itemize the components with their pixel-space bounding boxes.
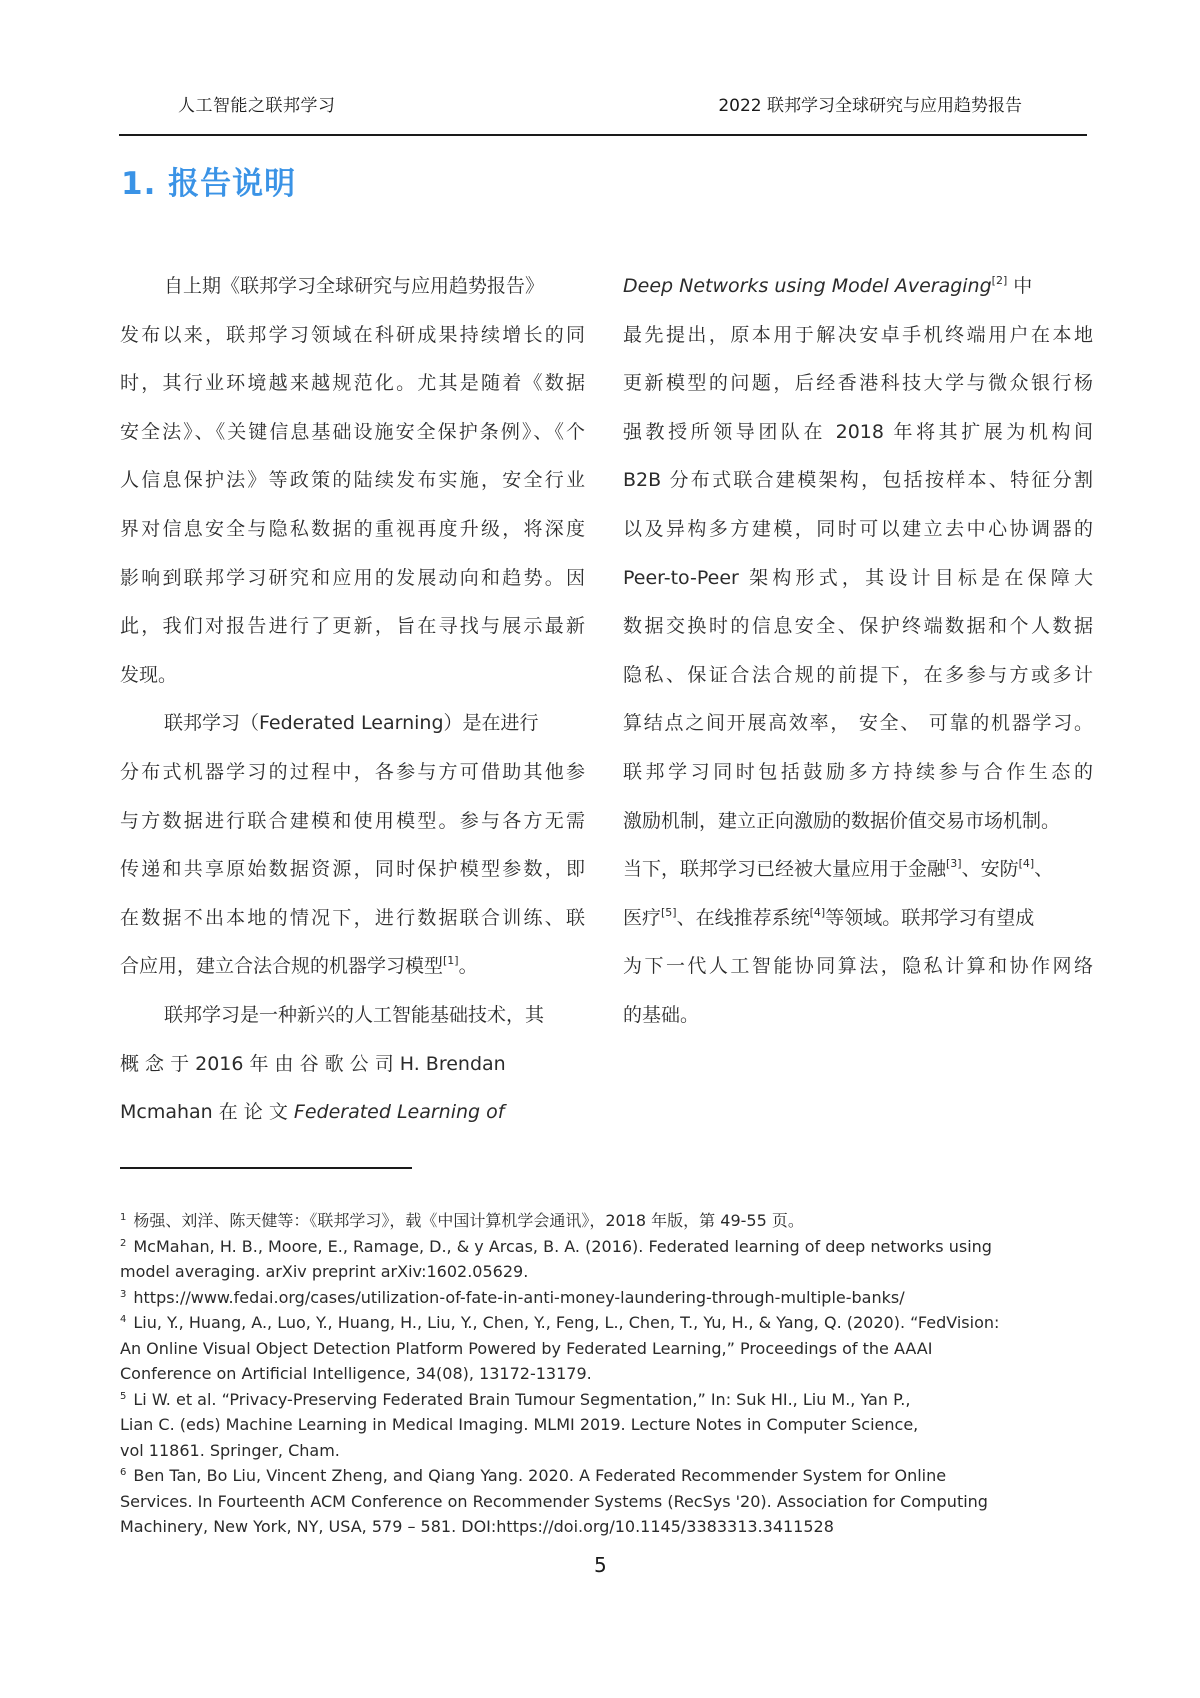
citation-3[interactable]: [3] xyxy=(946,857,962,871)
citation-4[interactable]: [4] xyxy=(1018,857,1035,871)
paragraph-line: 隐私、保证合法合规的前提下，在多参与方或多计 xyxy=(623,663,1093,686)
paragraph-line: 传递和共享原始数据资源，同时保护模型参数，即 xyxy=(120,858,585,881)
line-text: 中 xyxy=(1007,275,1033,297)
paragraph-line: Peer-to-Peer 架构形式，其设计目标是在保障大 xyxy=(623,566,1093,589)
paragraph-line: B2B 分布式联合建模架构，包括按样本、特征分割 xyxy=(623,469,1093,492)
line-text: 、在线推荐系统 xyxy=(676,906,810,929)
paragraph-line: 联邦学习（Federated Learning）是在进行 xyxy=(164,712,539,735)
paragraph-line: 人信息保护法》等政策的陆续发布实施，安全行业 xyxy=(120,469,585,492)
page-number: 5 xyxy=(594,1553,607,1577)
section-title: 1. 报告说明 xyxy=(121,166,297,202)
footnote-number: 3 xyxy=(120,1288,127,1300)
line-text: 、安防 xyxy=(961,858,1019,881)
footnote-text: Ben Tan, Bo Liu, Vincent Zheng, and Qiang Yang. 2020. A Federated Recommender System for Online xyxy=(133,1466,947,1485)
line-text: 合应用，建立合法合规的机器学习模型 xyxy=(120,955,444,978)
line-text: 医疗 xyxy=(623,906,662,929)
paragraph-line: 在数据不出本地的情况下，进行数据联合训练、联 xyxy=(120,906,585,929)
footnote-text: McMahan, H. B., Moore, E., Ramage, D., & y Arcas, B. A. (2016). Federated learning of deep networks using xyxy=(133,1236,992,1256)
paragraph-line: 分布式机器学习的过程中，各参与方可借助其他参 xyxy=(120,760,585,783)
paragraph-line: 的基础。 xyxy=(623,1003,700,1026)
paragraph-line: 数据交换时的信息安全、保护终端数据和个人数据 xyxy=(623,615,1093,638)
paragraph-line xyxy=(120,942,585,991)
footnote-6 xyxy=(120,1463,1100,1540)
paragraph-line: 发布以来，联邦学习领域在科研成果持续增长的同 xyxy=(120,323,585,346)
footnote-text: Lian C. (eds) Machine Learning in Medical Imaging. MLMI 2019. Lecture Notes in Computer Science, xyxy=(120,1415,919,1434)
line-text: 。 xyxy=(458,955,478,978)
footnote-text: Liu, Y., Huang, A., Luo, Y., Huang, H., Liu, Y., Chen, Y., Feng, L., Chen, T., Yu, H., & Yang, Q. (2020). “FedVision: xyxy=(133,1313,1000,1332)
citation-1[interactable]: [1] xyxy=(443,954,459,968)
body-column-right xyxy=(623,262,1093,1040)
paragraph-line: 影响到联邦学习研究和应用的发展动向和趋势。因 xyxy=(120,566,585,589)
paragraph-line: 此，我们对报告进行了更新，旨在寻找与展示最新 xyxy=(120,615,585,638)
footnote-5 xyxy=(120,1387,1100,1464)
running-header-left: 人工智能之联邦学习 xyxy=(178,96,336,116)
paragraph-line: 更新模型的问题，后经香港科技大学与微众银行杨 xyxy=(623,372,1093,395)
paragraph-line: 强教授所领导团队在 2018 年将其扩展为机构间 xyxy=(623,420,1093,443)
footnote-text: Services. In Fourteenth ACM Conference on Recommender Systems (RecSys '20). Association for Computing xyxy=(120,1491,988,1511)
footnote-1 xyxy=(120,1208,1100,1234)
paper-title-italic: Federated Learning of xyxy=(293,1101,505,1124)
footnote-number: 4 xyxy=(120,1314,127,1325)
paragraph-line: 激励机制，建立正向激励的数据价值交易市场机制。 xyxy=(623,809,1061,832)
line-text: 、 xyxy=(1034,858,1054,881)
footnote-divider xyxy=(120,1167,412,1169)
paragraph-line xyxy=(623,845,1093,894)
paragraph-line: 以及异构多方建模，同时可以建立去中心协调器的 xyxy=(623,517,1093,540)
paragraph-line: 安全法》、《关键信息基础设施安全保护条例》、《个 xyxy=(120,420,585,443)
paragraph-line xyxy=(623,894,1093,943)
running-header-right: 2022 联邦学习全球研究与应用趋势报告 xyxy=(718,96,1022,116)
paragraph-line: 联邦学习同时包括鼓励多方持续参与合作生态的 xyxy=(623,760,1093,783)
paragraph-line: 界对信息安全与隐私数据的重视再度升级，将深度 xyxy=(120,517,585,540)
footnote-number: 1 xyxy=(120,1212,127,1223)
citation-5[interactable]: [5] xyxy=(661,905,677,919)
paper-title-italic: Deep Networks using Model Averaging xyxy=(623,275,992,297)
footnote-number: 5 xyxy=(120,1390,127,1402)
footnote-text: Conference on Artificial Intelligence, 34(08), 13172-13179. xyxy=(120,1364,592,1383)
citation-6[interactable]: [4] xyxy=(809,905,826,919)
paragraph-line: 联邦学习是一种新兴的人工智能基础技术，其 xyxy=(164,1003,545,1026)
footnote-text: model averaging. arXiv preprint arXiv:1602.05629. xyxy=(120,1262,529,1281)
footnotes xyxy=(120,1208,1100,1540)
line-text: Mcmahan 在 论 文 xyxy=(120,1101,294,1124)
paragraph-line: 为下一代人工智能协同算法，隐私计算和协作网络 xyxy=(623,955,1093,978)
paragraph-line: 与方数据进行联合建模和使用模型。参与各方无需 xyxy=(120,809,585,832)
line-text: 当下，联邦学习已经被大量应用于金融 xyxy=(623,858,947,881)
footnote-number: 6 xyxy=(120,1467,127,1478)
footnote-text: Li W. et al. “Privacy-Preserving Federated Brain Tumour Segmentation,” In: Suk HI., Liu M., Yan P., xyxy=(133,1389,911,1409)
citation-2[interactable]: [2] xyxy=(991,274,1008,287)
paragraph-line xyxy=(623,262,1093,311)
paragraph-line: 自上期《联邦学习全球研究与应用趋势报告》 xyxy=(164,275,545,297)
body-column-left xyxy=(120,262,585,1137)
paragraph-line xyxy=(120,1088,585,1137)
paragraph-line: 最先提出，原本用于解决安卓手机终端用户在本地 xyxy=(623,323,1093,346)
footnote-text: vol 11861. Springer, Cham. xyxy=(120,1440,340,1460)
footnote-text: 杨强、刘洋、陈天健等：《联邦学习》，载《中国计算机学会通讯》，2018 年版，第 49-55 页。 xyxy=(133,1211,804,1230)
footnote-text: An Online Visual Object Detection Platform Powered by Federated Learning,” Proceedings of the AAAI xyxy=(120,1338,933,1358)
footnote-4 xyxy=(120,1310,1100,1387)
paragraph-line: 发现。 xyxy=(120,663,178,686)
footnote-number: 2 xyxy=(120,1237,127,1249)
paragraph-line: 概 念 于 2016 年 由 谷 歌 公 司 H. Brendan xyxy=(120,1052,506,1075)
paragraph-line: 算结点之间开展高效率， 安全、 可靠的机器学习。 xyxy=(623,712,1093,735)
footnote-link[interactable]: https://www.fedai.org/cases/utilization-of-fate-in-anti-money-laundering-through-multiple-banks/ xyxy=(133,1287,905,1307)
footnote-3 xyxy=(120,1285,1100,1311)
line-text: 等领域。联邦学习有望成 xyxy=(825,906,1035,929)
paragraph-line: 时，其行业环境越来越规范化。尤其是随着《数据 xyxy=(120,372,585,395)
footnote-2 xyxy=(120,1234,1100,1285)
header-divider xyxy=(119,134,1087,136)
footnote-text: Machinery, New York, NY, USA, 579 – 581. DOI:https://doi.org/10.1145/3383313.3411528 xyxy=(120,1517,834,1536)
